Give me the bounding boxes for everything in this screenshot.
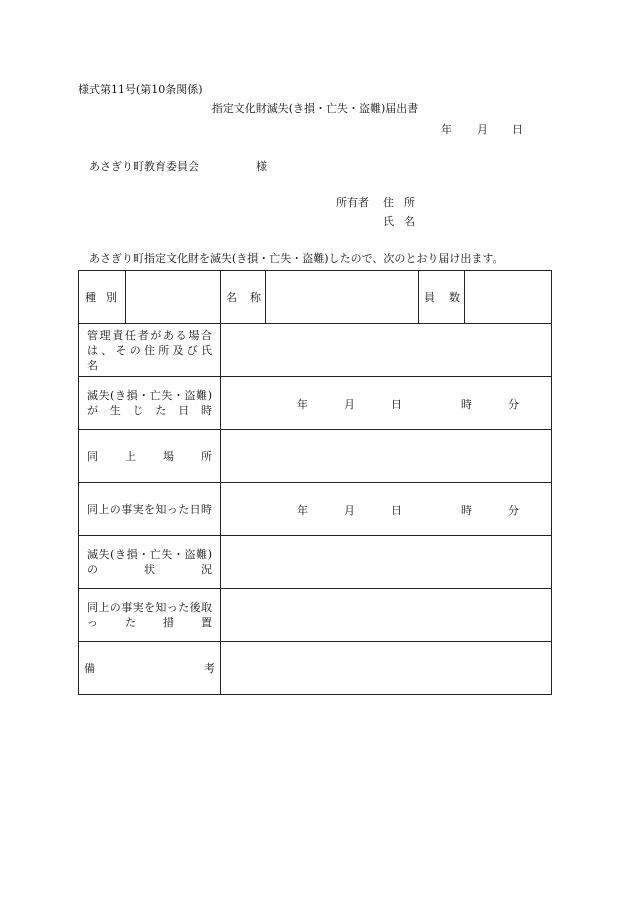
date-day-label: 日 [512, 123, 523, 136]
table-row [79, 377, 552, 430]
loss-time-label: 滅失(き損・亡失・盗難)が生じた日時 [87, 389, 212, 417]
loss-hour-label: 時 [461, 398, 472, 411]
type-label-a: 種 [85, 291, 96, 304]
loss-status-value-cell[interactable] [221, 536, 552, 589]
place-value-cell[interactable] [221, 430, 552, 483]
type-value-cell[interactable] [126, 271, 221, 324]
known-month-label: 月 [344, 504, 355, 517]
loss-month-label: 月 [344, 398, 355, 411]
addressee-honorific: 様 [256, 160, 267, 173]
place-label: 同上場所 [87, 449, 212, 463]
form-number: 様式第11号(第10条関係) [78, 83, 203, 96]
table-row [79, 589, 552, 642]
statement-text: あさぎり町指定文化財を滅失(き損・亡失・盗難)したので、次のとおり届け出ます。 [89, 252, 504, 265]
type-label-b: 別 [106, 291, 117, 304]
loss-day-label: 日 [391, 398, 402, 411]
owner-address-label: 住所 [383, 196, 425, 209]
known-year-label: 年 [297, 504, 308, 517]
count-label-b: 数 [449, 291, 460, 304]
report-form-table [78, 270, 552, 695]
loss-year-label: 年 [297, 398, 308, 411]
count-label-a: 員 [424, 291, 435, 304]
remarks-label-b: 考 [204, 662, 215, 675]
known-time-label: 同上の事実を知った日時 [87, 502, 212, 516]
measures-label: 同上の事実を知った後取った措置 [87, 601, 212, 629]
manager-label: 管理責任者がある場合は、その住所及び氏 名 [87, 328, 300, 372]
owner-name-label: 氏名 [383, 215, 425, 228]
table-row [79, 536, 552, 589]
count-label-cell [419, 271, 465, 324]
date-month-label: 月 [477, 123, 488, 136]
table-row [79, 430, 552, 483]
type-label-cell [79, 271, 126, 324]
count-value-cell[interactable] [465, 271, 552, 324]
table-row [79, 271, 552, 324]
owner-label: 所有者 [336, 196, 369, 209]
remarks-label-a: 備 [84, 662, 95, 675]
table-row [79, 324, 552, 377]
known-minute-label: 分 [508, 504, 519, 517]
loss-status-label: 滅失(き損・亡失・盗難)の状況 [87, 548, 212, 576]
known-time-value-cell[interactable] [221, 483, 552, 536]
known-hour-label: 時 [461, 504, 472, 517]
name-label-cell [221, 271, 266, 324]
name-label-a: 名 [226, 291, 237, 304]
loss-minute-label: 分 [508, 398, 519, 411]
table-row [79, 483, 552, 536]
addressee-name: あさぎり町教育委員会 [89, 160, 199, 173]
loss-time-value-cell[interactable] [221, 377, 552, 430]
measures-value-cell[interactable] [221, 589, 552, 642]
date-year-label: 年 [441, 123, 452, 136]
document-title: 指定文化財滅失(き損・亡失・盗難)届出書 [211, 102, 419, 115]
known-day-label: 日 [391, 504, 402, 517]
remarks-value-cell[interactable] [221, 642, 552, 695]
name-label-b: 称 [250, 291, 261, 304]
name-value-cell[interactable] [266, 271, 419, 324]
table-row [79, 642, 552, 695]
